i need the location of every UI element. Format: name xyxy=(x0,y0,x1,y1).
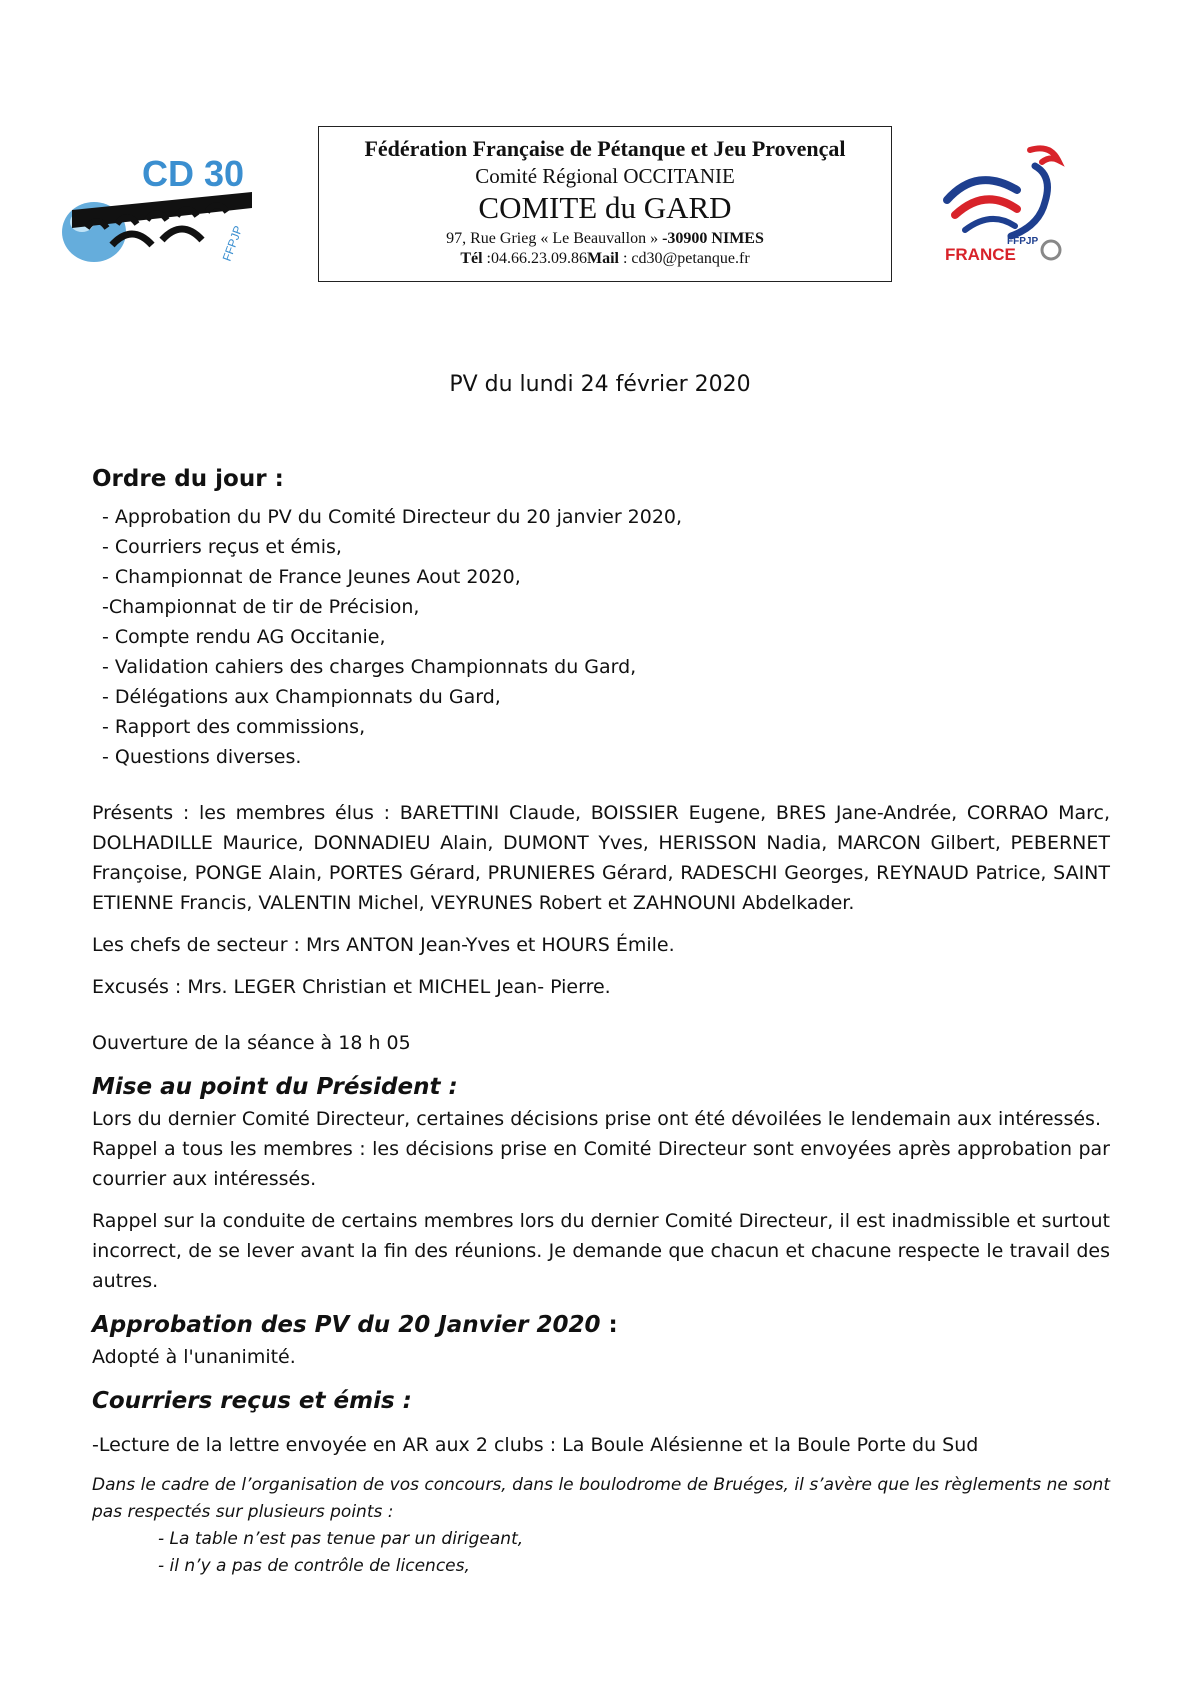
contact-line xyxy=(319,250,891,268)
region-name: Comité Régional OCCITANIE xyxy=(475,164,735,188)
agenda-item: - Compte rendu AG Occitanie, xyxy=(102,626,386,648)
ffpjp-france-logo xyxy=(935,140,1075,280)
mail-letter-points xyxy=(158,1526,1110,1580)
attendance-present: Présents : les membres élus : BARETTINI Claude, BOISSIER Eugene, BRES Jane-Andrée, CORRAO Marc, DOLHADILLE Maurice, DONNADIEU Alain, DUMONT Yves, HERISSON Nadia, MARCON Gilbert, PEBERNET Françoise, PONGE Alain, PORTES Gérard, PRUNIERES Gérard, RADESCHI Georges, REYNAUD Patrice, SAINT ETIENNE Francis, VALENTIN Michel, VEYRUNES Robert et ZAHNOUNI Abdelkader. xyxy=(92,802,1110,914)
mail-letter-point: - il n’y a pas de contrôle de licences, xyxy=(158,1556,470,1576)
session-opening: Ouverture de la séance à 18 h 05 xyxy=(92,1032,411,1054)
agenda-item: - Questions diverses. xyxy=(102,746,302,768)
mail-heading: Courriers reçus et émis : xyxy=(92,1388,412,1414)
federation-name: Fédération Française de Pétanque et Jeu Provençal xyxy=(364,136,846,161)
tel-value: :04.66.23.09.86 xyxy=(486,250,587,267)
agenda-item: - Délégations aux Championnats du Gard, xyxy=(102,686,501,708)
president-para-1: Lors du dernier Comité Directeur, certaines décisions prise ont été dévoilées le lendemain aux intéressés. xyxy=(92,1108,1101,1130)
attendance-sector-chiefs: Les chefs de secteur : Mrs ANTON Jean-Yves et HOURS Émile. xyxy=(92,934,675,956)
committee-name: COMITE du GARD xyxy=(478,190,732,225)
letterhead-box xyxy=(318,126,892,282)
president-heading: Mise au point du Président : xyxy=(92,1074,458,1100)
ffpjp-logo-sub: FFPJP xyxy=(1007,236,1039,247)
mail-value: : cd30@petanque.fr xyxy=(618,250,750,267)
mail-letter-point: - La table n’est pas tenue par un dirigeant, xyxy=(158,1529,524,1549)
approval-heading-colon: : xyxy=(600,1312,618,1338)
agenda-item: - Rapport des commissions, xyxy=(102,716,366,738)
mail-letter-excerpt: Dans le cadre de l’organisation de vos concours, dans le boulodrome de Bruéges, il s’avère que les règlements ne sont pas respectés sur plusieurs points : xyxy=(92,1475,1110,1522)
document-title: PV du lundi 24 février 2020 xyxy=(449,372,751,397)
agenda-item: - Approbation du PV du Comité Directeur du 20 janvier 2020, xyxy=(102,506,683,528)
agenda-item: -Championnat de tir de Précision, xyxy=(102,596,420,618)
tel-label: Tél xyxy=(460,250,487,267)
president-para-3: Rappel sur la conduite de certains membres lors du dernier Comité Directeur, il est inadmissible et surtout incorrect, de se lever avant la fin des réunions. Je demande que chacun et chacune respecte le travail des autres. xyxy=(92,1210,1110,1292)
approval-heading xyxy=(92,1308,1110,1342)
attendance-excused: Excusés : Mrs. LEGER Christian et MICHEL Jean- Pierre. xyxy=(92,976,611,998)
mail-label: Mail xyxy=(586,250,619,267)
agenda-item: - Validation cahiers des charges Championnats du Gard, xyxy=(102,656,637,678)
cd30-logo-sub: FFPJP xyxy=(219,223,246,264)
agenda-item: - Courriers reçus et émis, xyxy=(102,536,342,558)
approval-result: Adopté à l'unanimité. xyxy=(92,1346,296,1368)
cd30-logo-text: CD 30 xyxy=(142,153,245,194)
cd30-logo xyxy=(52,150,274,282)
approval-heading-text: Approbation des PV du 20 Janvier 2020 xyxy=(92,1312,601,1338)
address-city: -30900 NIMES xyxy=(662,230,764,247)
mail-intro: -Lecture de la lettre envoyée en AR aux 2 clubs : La Boule Alésienne et la Boule Porte du Sud xyxy=(92,1434,979,1456)
address xyxy=(319,230,891,248)
address-street: 97, Rue Grieg « Le Beauvallon » xyxy=(446,230,663,247)
president-para-2: Rappel a tous les membres : les décisions prise en Comité Directeur sont envoyées après approbation par courrier aux intéressés. xyxy=(92,1138,1110,1190)
agenda-list xyxy=(102,502,1110,772)
agenda-heading: Ordre du jour : xyxy=(92,466,284,492)
agenda-item: - Championnat de France Jeunes Aout 2020, xyxy=(102,566,521,588)
ffpjp-logo-text: FRANCE xyxy=(945,245,1016,264)
document-body xyxy=(92,464,1110,1580)
